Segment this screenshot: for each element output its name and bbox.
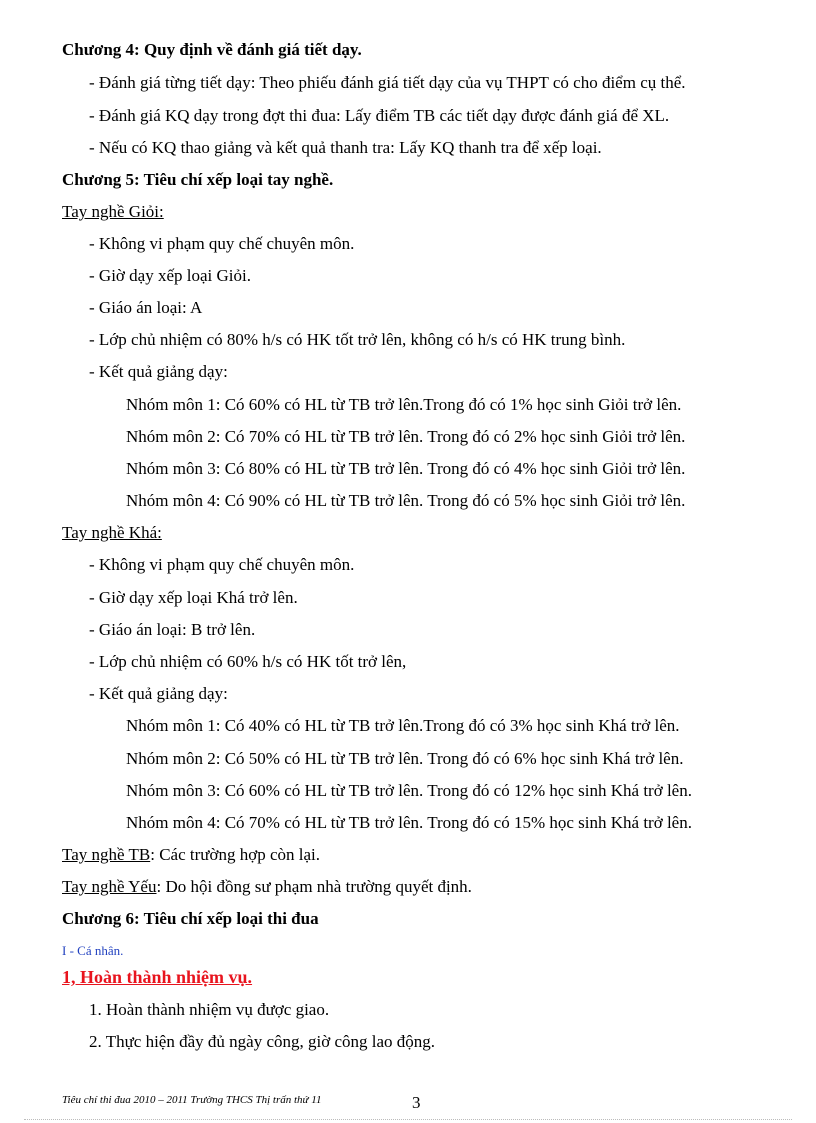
gioi-heading: Tay nghề Giỏi: <box>62 202 164 221</box>
list-item: 1. Hoàn thành nhiệm vụ được giao. <box>89 1000 330 1019</box>
footer-text: Tiêu chí thi đua 2010 – 2011 Trường THCS Thị trấn thứ 11 <box>62 1094 322 1106</box>
footer-divider <box>24 1119 792 1120</box>
tb-line <box>62 845 320 865</box>
list-item: - Giờ dạy xếp loại Khá trở lên. <box>89 588 298 607</box>
group-item: Nhóm môn 4: Có 90% có HL từ TB trở lên. Trong đó có 5% học sinh Giỏi trở lên. <box>126 491 686 510</box>
list-item: - Lớp chủ nhiệm có 80% h/s có HK tốt trở lên, không có h/s có HK trung bình. <box>89 330 626 349</box>
list-item: - Đánh giá KQ dạy trong đợt thi đua: Lấy điểm TB các tiết dạy được đánh giá để XL. <box>89 106 670 125</box>
yeu-line <box>62 877 472 897</box>
list-item: - Lớp chủ nhiệm có 60% h/s có HK tốt trở lên, <box>89 652 407 671</box>
list-item: - Nếu có KQ thao giảng và kết quả thanh tra: Lấy KQ thanh tra để xếp loại. <box>89 138 602 157</box>
group-item: Nhóm môn 3: Có 60% có HL từ TB trở lên. Trong đó có 12% học sinh Khá trở lên. <box>126 781 692 800</box>
chapter-5-title: Chương 5: Tiêu chí xếp loại tay nghề. <box>62 170 334 189</box>
list-item: 2. Thực hiện đầy đủ ngày công, giờ công lao động. <box>89 1032 436 1051</box>
list-item: - Kết quả giảng dạy: <box>89 362 228 381</box>
list-item: - Không vi phạm quy chế chuyên môn. <box>89 555 355 574</box>
list-item: - Đánh giá từng tiết dạy: Theo phiếu đánh giá tiết dạy của vụ THPT có cho điểm cụ thể. <box>89 73 686 92</box>
tb-label: Tay nghề TB <box>62 845 151 864</box>
kha-heading: Tay nghề Khá: <box>62 523 162 542</box>
chapter-6-title: Chương 6: Tiêu chí xếp loại thi đua <box>62 909 319 928</box>
list-item: - Kết quả giảng dạy: <box>89 684 228 703</box>
tb-text: : Các trường hợp còn lại. <box>150 845 320 864</box>
list-item: - Giờ dạy xếp loại Giỏi. <box>89 266 251 285</box>
group-item: Nhóm môn 1: Có 40% có HL từ TB trở lên.Trong đó có 3% học sinh Khá trở lên. <box>126 716 680 735</box>
section-heading: I - Cá nhân. <box>62 943 124 958</box>
list-item: - Giáo án loại: A <box>89 298 203 317</box>
chapter-4-title: Chương 4: Quy định về đánh giá tiết dạy. <box>62 40 362 59</box>
yeu-label: Tay nghề Yếu <box>62 877 157 896</box>
list-item: - Giáo án loại: B trở lên. <box>89 620 256 639</box>
subheading: 1, Hoàn thành nhiệm vụ. <box>62 967 253 987</box>
list-item: - Không vi phạm quy chế chuyên môn. <box>89 234 355 253</box>
group-item: Nhóm môn 1: Có 60% có HL từ TB trở lên.Trong đó có 1% học sinh Giỏi trở lên. <box>126 395 682 414</box>
group-item: Nhóm môn 2: Có 50% có HL từ TB trở lên. Trong đó có 6% học sinh Khá trở lên. <box>126 749 684 768</box>
group-item: Nhóm môn 4: Có 70% có HL từ TB trở lên. Trong đó có 15% học sinh Khá trở lên. <box>126 813 692 832</box>
group-item: Nhóm môn 3: Có 80% có HL từ TB trở lên. Trong đó có 4% học sinh Giỏi trở lên. <box>126 459 686 478</box>
page-number: 3 <box>412 1093 421 1112</box>
group-item: Nhóm môn 2: Có 70% có HL từ TB trở lên. Trong đó có 2% học sinh Giỏi trở lên. <box>126 427 686 446</box>
yeu-text: : Do hội đồng sư phạm nhà trường quyết định. <box>156 877 472 896</box>
